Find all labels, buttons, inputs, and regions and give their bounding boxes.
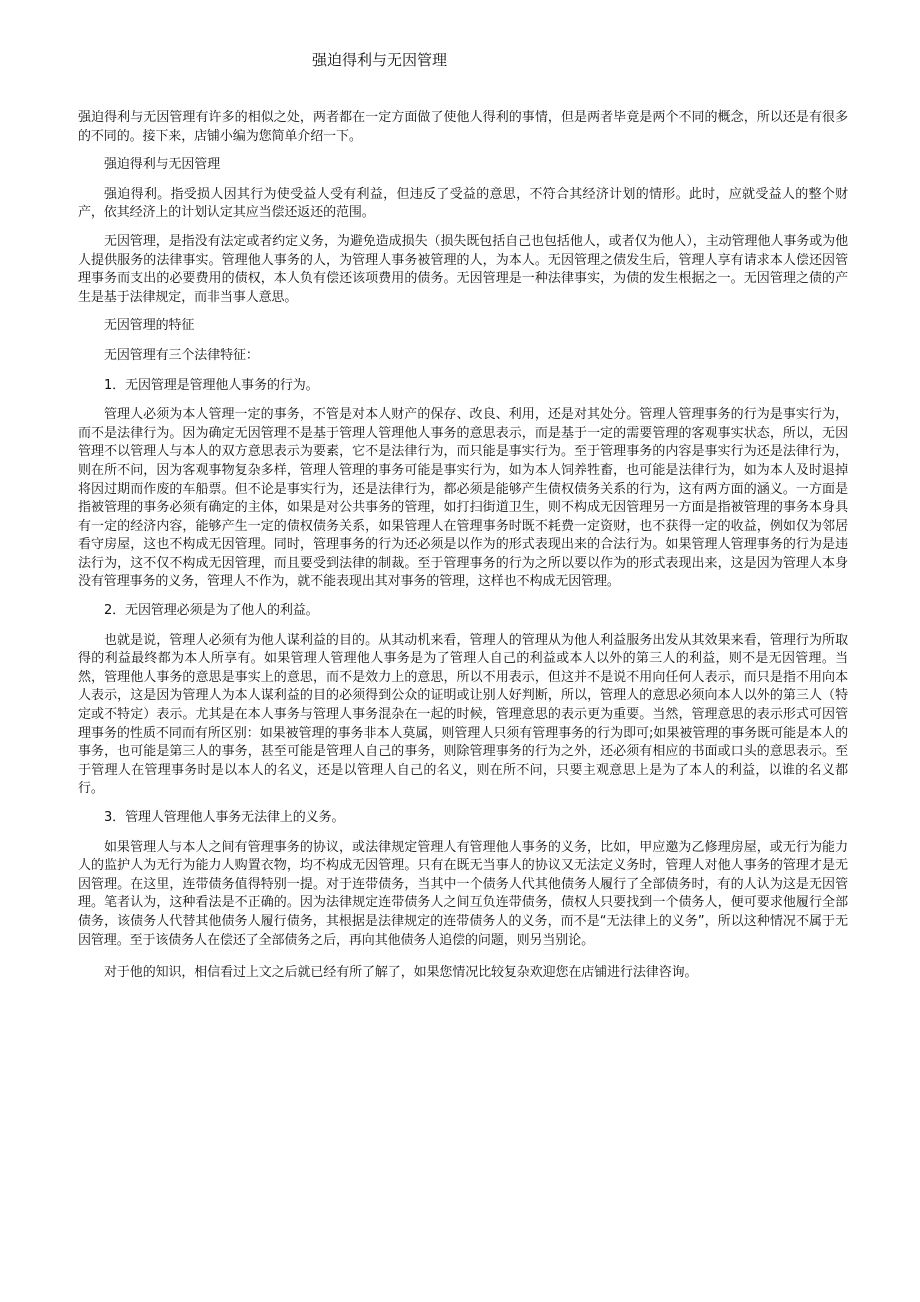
definition-forced-benefit-paragraph: 强迫得利。指受损人因其行为使受益人受有利益，但违反了受益的意思，不符合其经济计划的情形。此时，应就受益人的整个财产，依其经济上的计划认定其应当偿还返还的范围。: [78, 186, 848, 221]
closing-paragraph: 对于他的知识，相信看过上文之后就已经有所了解了，如果您情况比较复杂欢迎您在店铺进行法律咨询。: [104, 965, 698, 981]
document-body: [78, 109, 848, 993]
feature-3-paragraph: 如果管理人与本人之间有管理事务的协议，或法律规定管理人有管理他人事务的义务，比如，甲应邀为乙修理房屋，或无行为能力人的监护人为无行为能力人购置衣物，均不构成无因管理。只有在既无当事人的协议又无法定义务时，管理人对他人事务的管理才是无因管理。在这里，连带债务值得特别一提。对于连带债务，当其中一个债务人代其他债务人履行了全部债务时，有的人认为这是无因管理。笔者认为，这种看法是不正确的。因为法律规定连带债务人之间互负连带债务，债权人只要找到一个债务人，便可要求他履行全部债务，该债务人代替其他债务人履行债务，其根据是法律规定的连带债务人的义务，而不是“无法律上的义务”，所以这种情况不属于无因管理。至于该债务人在偿还了全部债务之后，再向其他债务人追偿的问题，则另当别论。: [78, 839, 848, 948]
feature-1-paragraph: 管理人必须为本人管理一定的事务，不管是对本人财产的保存、改良、利用，还是对其处分。管理人管理事务的行为是事实行为，而不是法律行为。因为确定无因管理不是基于管理人管理他人事务的意思表示，而是基于一定的需要管理的客观事实状态，所以，无因管理不以管理人与本人的双方意思表示为要素，它不是法律行为，而只能是事实行为。至于管理事务的内容是事实行为还是法律行为，则在所不问，因为客观事物复杂多样，管理人管理的事务可能是事实行为，如为本人饲养牲畜，也可能是法律行为，如为本人及时退掉将因过期而作废的车船票。但不论是事实行为，还是法律行为，都必须是能够产生债权债务关系的行为，这有两方面的涵义。一方面是指被管理的事务必须有确定的主体，如果是对公共事务的管理，如打扫街道卫生，则不构成无因管理另一方面是指被管理的事务本身具有一定的经济内容，能够产生一定的债权债务关系，如果管理人在管理事务时既不耗费一定资财，也不获得一定的收益，例如仅为邻居看守房屋，这也不构成无因管理。同时，管理事务的行为还必须是以作为的形式表现出来的合法行为。如果管理人管理事务的行为是违法行为，这不仅不构成无因管理，而且要受到法律的制裁。至于管理事务的行为之所以要以作为的形式表现出来，这是因为管理人本身没有管理事务的义务，管理人不作为，就不能表现出其对事务的管理，这样也不构成无因管理。: [78, 407, 848, 590]
feature-2-heading: 2．无因管理必须是为了他人的利益。: [104, 603, 319, 619]
section-heading-comparison: 强迫得利与无因管理: [104, 157, 221, 173]
feature-3-heading: 3．管理人管理他人事务无法律上的义务。: [104, 810, 345, 825]
intro-paragraph: 强迫得利与无因管理有许多的相似之处，两者都在一定方面做了使他人得利的事情，但是两者毕竟是两个不同的概念，所以还是有很多的不同的。接下来，店铺小编为您简单介绍一下。: [78, 110, 848, 144]
features-intro: 无因管理有三个法律特征：: [104, 347, 259, 363]
feature-1-heading: 1．无因管理是管理他人事务的行为。: [104, 377, 319, 393]
document-title: 强迫得利与无因管理: [312, 51, 448, 69]
section-heading-features: 无因管理的特征: [104, 318, 195, 334]
feature-2-paragraph: 也就是说，管理人必须有为他人谋利益的目的。从其动机来看，管理人的管理从为他人利益服务出发从其效果来看，管理行为所取得的利益最终都为本人所享有。如果管理人管理他人事务是为了管理人自己的利益或本人以外的第三人的利益，则不是无因管理。当然，管理他人事务的意思是事实上的意思，而不是效力上的意思，所以不用表示，但这并不是说不用向任何人表示，而只是指不用向本人表示，这是因为管理人为本人谋利益的目的必须得到公众的证明或让别人好判断，所以，管理人的意思必须向本人以外的第三人（特定或不特定）表示。尤其是在本人事务与管理人事务混杂在一起的时候，管理意思的表示更为重要。当然，管理意思的表示形式可因管理事务的性质不同而有所区别：如果被管理的事务非本人莫属，则管理人只须有管理事务的行为即可;如果被管理的事务既可能是本人的事务，也可能是第三人的事务，甚至可能是管理人自己的事务，则除管理事务的行为之外，还必须有相应的书面或口头的意思表示。至于管理人在管理事务时是以本人的名义，还是以管理人自己的名义，则在所不问，只要主观意思上是为了本人的利益，以谁的名义都行。: [78, 632, 848, 797]
definition-negotiorum-gestio-paragraph: 无因管理，是指没有法定或者约定义务，为避免造成损失（损失既包括自己也包括他人，或者仅为他人），主动管理他人事务或为他人提供服务的法律事实。管理他人事务的人，为管理人事务被管理的人，为本人。无因管理之债发生后，管理人享有请求本人偿还因管理事务而支出的必要费用的债权，本人负有偿还该项费用的债务。无因管理是一种法律事实，为债的发生根据之一。无因管理之债的产生是基于法律规定，而非当事人意思。: [78, 233, 848, 305]
